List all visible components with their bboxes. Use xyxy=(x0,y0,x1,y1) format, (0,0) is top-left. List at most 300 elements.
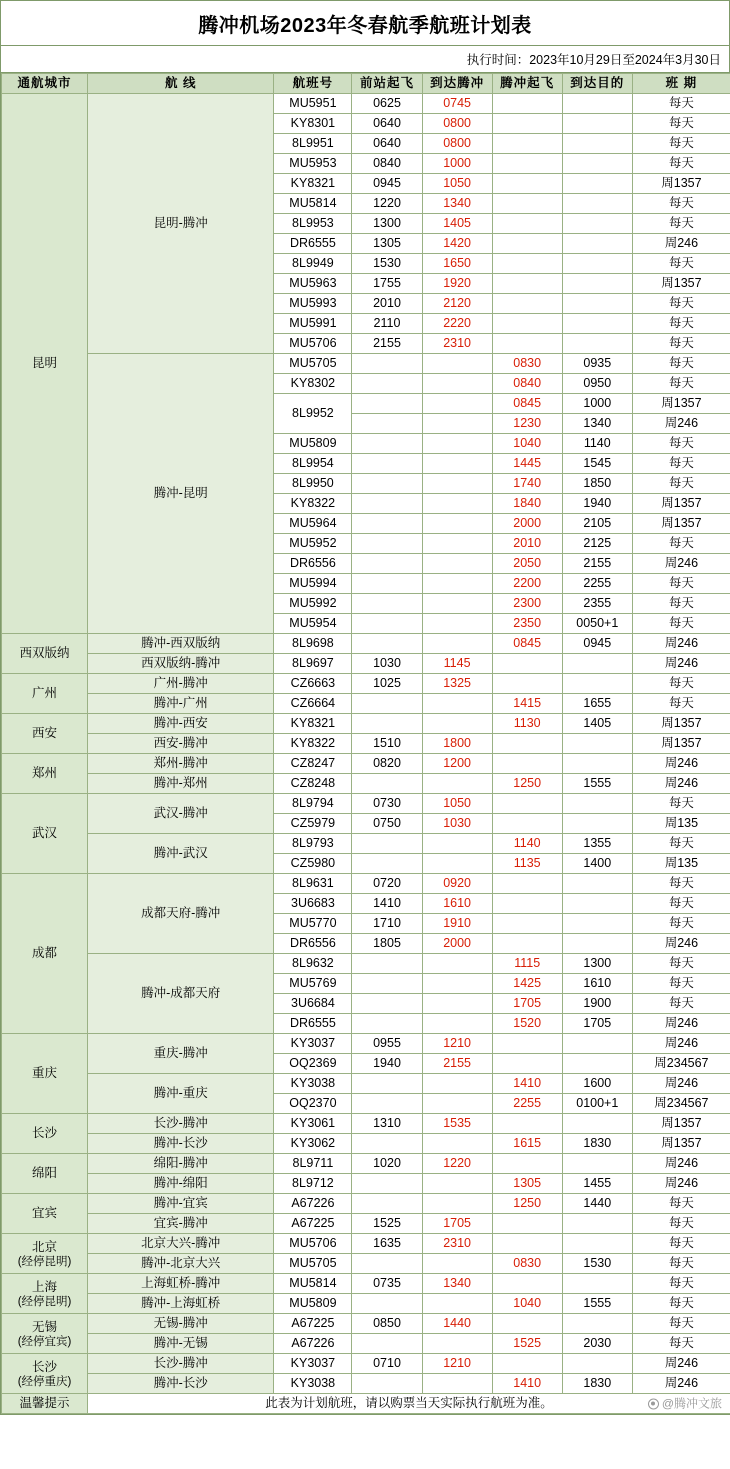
depart-tengchong-time xyxy=(492,1234,562,1254)
footer-row xyxy=(2,1394,730,1414)
arrive-destination-time xyxy=(562,1314,632,1334)
arrive-destination-time: 1850 xyxy=(562,474,632,494)
arrive-destination-time xyxy=(562,874,632,894)
arrive-tengchong-time: 0745 xyxy=(422,94,492,114)
city-note: (经停重庆) xyxy=(17,1375,72,1388)
schedule-days: 每天 xyxy=(632,1254,730,1274)
flight-number: MU5706 xyxy=(274,1234,352,1254)
arrive-destination-time: 2155 xyxy=(562,554,632,574)
arrive-destination-time xyxy=(562,234,632,254)
arrive-tengchong-time xyxy=(422,714,492,734)
arrive-destination-time: 1000 xyxy=(562,394,632,414)
arrive-tengchong-time xyxy=(422,1254,492,1274)
depart-tengchong-time xyxy=(492,674,562,694)
flight-number: CZ5980 xyxy=(274,854,352,874)
schedule-days: 周1357 xyxy=(632,274,730,294)
prev-departure-time: 1025 xyxy=(352,674,422,694)
arrive-destination-time xyxy=(562,294,632,314)
schedule-days: 每天 xyxy=(632,534,730,554)
flight-number: MU5992 xyxy=(274,594,352,614)
city-cell xyxy=(2,714,88,754)
city-cell xyxy=(2,1354,88,1394)
depart-tengchong-time: 1525 xyxy=(492,1334,562,1354)
route-cell: 腾冲-上海虹桥 xyxy=(88,1294,274,1314)
depart-tengchong-time: 1230 xyxy=(492,414,562,434)
schedule-days: 每天 xyxy=(632,834,730,854)
flight-number: KY8322 xyxy=(274,494,352,514)
table-row xyxy=(2,1334,730,1354)
arrive-destination-time xyxy=(562,194,632,214)
prev-departure-time xyxy=(352,534,422,554)
col-flight-no: 航班号 xyxy=(274,74,352,94)
route-cell: 腾冲-西双版纳 xyxy=(88,634,274,654)
arrive-destination-time xyxy=(562,1114,632,1134)
city-name: 无锡 xyxy=(32,1319,58,1334)
flight-number: MU5994 xyxy=(274,574,352,594)
prev-departure-time: 1410 xyxy=(352,894,422,914)
arrive-tengchong-time: 1210 xyxy=(422,1354,492,1374)
prev-departure-time: 0640 xyxy=(352,134,422,154)
prev-departure-time xyxy=(352,414,422,434)
prev-departure-time xyxy=(352,1134,422,1154)
city-note: (经停昆明) xyxy=(17,1295,72,1308)
city-cell xyxy=(2,1234,88,1274)
schedule-days: 周234567 xyxy=(632,1094,730,1114)
depart-tengchong-time xyxy=(492,254,562,274)
col-prev-departure: 前站起飞 xyxy=(352,74,422,94)
arrive-tengchong-time xyxy=(422,774,492,794)
table-row xyxy=(2,954,730,974)
arrive-tengchong-time xyxy=(422,594,492,614)
table-row xyxy=(2,714,730,734)
flight-number: DR6555 xyxy=(274,1014,352,1034)
arrive-tengchong-time xyxy=(422,454,492,474)
arrive-tengchong-time xyxy=(422,1294,492,1314)
prev-departure-time: 1030 xyxy=(352,654,422,674)
schedule-days: 每天 xyxy=(632,674,730,694)
schedule-days: 周246 xyxy=(632,234,730,254)
flight-number: 8L9697 xyxy=(274,654,352,674)
arrive-destination-time: 1400 xyxy=(562,854,632,874)
schedule-days: 每天 xyxy=(632,154,730,174)
col-schedule: 班 期 xyxy=(632,74,730,94)
flight-number: KY3037 xyxy=(274,1034,352,1054)
prev-departure-time xyxy=(352,394,422,414)
footer-note xyxy=(88,1394,730,1414)
arrive-tengchong-time xyxy=(422,994,492,1014)
flight-number: 8L9952 xyxy=(274,394,352,434)
arrive-tengchong-time: 1220 xyxy=(422,1154,492,1174)
route-cell: 腾冲-无锡 xyxy=(88,1334,274,1354)
arrive-tengchong-time: 1535 xyxy=(422,1114,492,1134)
route-cell: 腾冲-重庆 xyxy=(88,1074,274,1114)
prev-departure-time: 1805 xyxy=(352,934,422,954)
arrive-destination-time xyxy=(562,334,632,354)
depart-tengchong-time: 1135 xyxy=(492,854,562,874)
table-row xyxy=(2,834,730,854)
flight-number: MU5809 xyxy=(274,434,352,454)
schedule-days: 周246 xyxy=(632,1174,730,1194)
schedule-days: 周246 xyxy=(632,1154,730,1174)
schedule-days: 每天 xyxy=(632,134,730,154)
schedule-days: 周1357 xyxy=(632,394,730,414)
prev-departure-time: 0750 xyxy=(352,814,422,834)
depart-tengchong-time: 1250 xyxy=(492,774,562,794)
city-name: 绵阳 xyxy=(32,1166,58,1180)
prev-departure-time: 1940 xyxy=(352,1054,422,1074)
prev-departure-time xyxy=(352,1074,422,1094)
route-cell: 重庆-腾冲 xyxy=(88,1034,274,1074)
route-cell: 武汉-腾冲 xyxy=(88,794,274,834)
arrive-destination-time: 1140 xyxy=(562,434,632,454)
depart-tengchong-time xyxy=(492,794,562,814)
arrive-tengchong-time xyxy=(422,834,492,854)
depart-tengchong-time xyxy=(492,934,562,954)
prev-departure-time: 0735 xyxy=(352,1274,422,1294)
route-cell: 腾冲-长沙 xyxy=(88,1374,274,1394)
city-name: 郑州 xyxy=(32,766,58,780)
flight-number: DR6556 xyxy=(274,554,352,574)
table-row xyxy=(2,1234,730,1254)
prev-departure-time xyxy=(352,1194,422,1214)
arrive-tengchong-time: 1340 xyxy=(422,194,492,214)
flight-number: MU5991 xyxy=(274,314,352,334)
schedule-days: 周1357 xyxy=(632,1114,730,1134)
depart-tengchong-time: 1140 xyxy=(492,834,562,854)
table-row xyxy=(2,694,730,714)
arrive-tengchong-time: 0800 xyxy=(422,134,492,154)
schedule-days: 周246 xyxy=(632,934,730,954)
arrive-tengchong-time xyxy=(422,574,492,594)
arrive-destination-time: 1545 xyxy=(562,454,632,474)
flight-number: KY8302 xyxy=(274,374,352,394)
arrive-destination-time: 0950 xyxy=(562,374,632,394)
schedule-days: 每天 xyxy=(632,1234,730,1254)
flight-number: MU5964 xyxy=(274,514,352,534)
depart-tengchong-time: 0845 xyxy=(492,634,562,654)
table-row xyxy=(2,794,730,814)
route-cell: 腾冲-长沙 xyxy=(88,1134,274,1154)
flight-number: A67226 xyxy=(274,1194,352,1214)
schedule-days: 每天 xyxy=(632,694,730,714)
prev-departure-time: 1635 xyxy=(352,1234,422,1254)
depart-tengchong-time: 1615 xyxy=(492,1134,562,1154)
schedule-days: 每天 xyxy=(632,314,730,334)
footer-note-text: 此表为计划航班，请以购票当天实际执行航班为准。 xyxy=(265,1396,553,1410)
table-row xyxy=(2,774,730,794)
schedule-days: 每天 xyxy=(632,474,730,494)
prev-departure-time: 0820 xyxy=(352,754,422,774)
prev-departure-time xyxy=(352,374,422,394)
prev-departure-time xyxy=(352,1174,422,1194)
arrive-destination-time xyxy=(562,1034,632,1054)
table-row xyxy=(2,1034,730,1054)
prev-departure-time xyxy=(352,714,422,734)
arrive-destination-time: 1600 xyxy=(562,1074,632,1094)
flight-number: MU5705 xyxy=(274,354,352,374)
schedule-days: 每天 xyxy=(632,1214,730,1234)
schedule-days: 每天 xyxy=(632,594,730,614)
schedule-days: 周246 xyxy=(632,1074,730,1094)
city-cell xyxy=(2,874,88,1034)
schedule-days: 每天 xyxy=(632,374,730,394)
flight-number: 8L9951 xyxy=(274,134,352,154)
prev-departure-time xyxy=(352,474,422,494)
depart-tengchong-time: 2010 xyxy=(492,534,562,554)
flight-number: MU5951 xyxy=(274,94,352,114)
route-cell: 无锡-腾冲 xyxy=(88,1314,274,1334)
arrive-tengchong-time: 1200 xyxy=(422,754,492,774)
prev-departure-time xyxy=(352,594,422,614)
flight-number: 8L9954 xyxy=(274,454,352,474)
table-row xyxy=(2,674,730,694)
flight-number: KY8321 xyxy=(274,174,352,194)
arrive-destination-time xyxy=(562,1154,632,1174)
arrive-tengchong-time: 1340 xyxy=(422,1274,492,1294)
depart-tengchong-time: 0840 xyxy=(492,374,562,394)
city-name: 长沙 xyxy=(32,1126,58,1140)
route-cell: 腾冲-昆明 xyxy=(88,354,274,634)
arrive-tengchong-time xyxy=(422,1074,492,1094)
flight-number: 3U6684 xyxy=(274,994,352,1014)
col-depart-tengchong: 腾冲起飞 xyxy=(492,74,562,94)
schedule-days: 每天 xyxy=(632,254,730,274)
schedule-days: 每天 xyxy=(632,914,730,934)
arrive-destination-time xyxy=(562,134,632,154)
depart-tengchong-time xyxy=(492,894,562,914)
flight-number: KY3038 xyxy=(274,1074,352,1094)
arrive-tengchong-time: 2120 xyxy=(422,294,492,314)
city-name: 西双版纳 xyxy=(19,646,70,660)
prev-departure-time: 2010 xyxy=(352,294,422,314)
prev-departure-time: 0710 xyxy=(352,1354,422,1374)
arrive-destination-time xyxy=(562,274,632,294)
page-title: 腾冲机场2023年冬春航季航班计划表 xyxy=(1,1,729,46)
flight-number: 8L9711 xyxy=(274,1154,352,1174)
depart-tengchong-time: 1520 xyxy=(492,1014,562,1034)
arrive-tengchong-time xyxy=(422,434,492,454)
flight-table xyxy=(1,73,730,1414)
city-name: 广州 xyxy=(32,686,58,700)
arrive-destination-time: 2105 xyxy=(562,514,632,534)
arrive-tengchong-time xyxy=(422,494,492,514)
depart-tengchong-time: 1130 xyxy=(492,714,562,734)
depart-tengchong-time: 0845 xyxy=(492,394,562,414)
schedule-days: 每天 xyxy=(632,1294,730,1314)
flight-number: MU5769 xyxy=(274,974,352,994)
arrive-destination-time: 1900 xyxy=(562,994,632,1014)
arrive-destination-time: 1455 xyxy=(562,1174,632,1194)
arrive-destination-time: 0100+1 xyxy=(562,1094,632,1114)
depart-tengchong-time: 2255 xyxy=(492,1094,562,1114)
arrive-destination-time xyxy=(562,654,632,674)
flight-number: KY3038 xyxy=(274,1374,352,1394)
table-row xyxy=(2,1174,730,1194)
prev-departure-time xyxy=(352,434,422,454)
depart-tengchong-time: 1040 xyxy=(492,1294,562,1314)
route-cell: 西安-腾冲 xyxy=(88,734,274,754)
route-cell: 广州-腾冲 xyxy=(88,674,274,694)
schedule-days: 每天 xyxy=(632,114,730,134)
arrive-destination-time xyxy=(562,814,632,834)
arrive-tengchong-time: 1910 xyxy=(422,914,492,934)
depart-tengchong-time: 1410 xyxy=(492,1374,562,1394)
flight-number: 8L9953 xyxy=(274,214,352,234)
depart-tengchong-time: 2000 xyxy=(492,514,562,534)
city-cell xyxy=(2,1314,88,1354)
depart-tengchong-time xyxy=(492,294,562,314)
flight-number: 8L9632 xyxy=(274,954,352,974)
depart-tengchong-time xyxy=(492,1314,562,1334)
flight-number: MU5705 xyxy=(274,1254,352,1274)
arrive-tengchong-time: 2220 xyxy=(422,314,492,334)
flight-number: A67225 xyxy=(274,1314,352,1334)
table-body xyxy=(2,94,730,1394)
effective-period: 执行时间：2023年10月29日至2024年3月30日 xyxy=(1,46,729,73)
flight-number: CZ8248 xyxy=(274,774,352,794)
schedule-days: 每天 xyxy=(632,334,730,354)
city-cell xyxy=(2,674,88,714)
prev-departure-time: 1530 xyxy=(352,254,422,274)
flight-number: A67226 xyxy=(274,1334,352,1354)
schedule-days: 周135 xyxy=(632,814,730,834)
schedule-days: 周1357 xyxy=(632,514,730,534)
arrive-tengchong-time: 2155 xyxy=(422,1054,492,1074)
depart-tengchong-time xyxy=(492,1154,562,1174)
arrive-tengchong-time xyxy=(422,514,492,534)
prev-departure-time: 0945 xyxy=(352,174,422,194)
depart-tengchong-time xyxy=(492,1354,562,1374)
arrive-destination-time: 1530 xyxy=(562,1254,632,1274)
depart-tengchong-time xyxy=(492,1114,562,1134)
prev-departure-time xyxy=(352,834,422,854)
arrive-destination-time xyxy=(562,1054,632,1074)
route-cell: 昆明-腾冲 xyxy=(88,94,274,354)
prev-departure-time: 0640 xyxy=(352,114,422,134)
table-row xyxy=(2,1374,730,1394)
table-row xyxy=(2,1074,730,1094)
col-arrive-tengchong: 到达腾冲 xyxy=(422,74,492,94)
arrive-destination-time: 1830 xyxy=(562,1134,632,1154)
arrive-tengchong-time: 1650 xyxy=(422,254,492,274)
city-cell xyxy=(2,1194,88,1234)
depart-tengchong-time xyxy=(492,1214,562,1234)
depart-tengchong-time: 2350 xyxy=(492,614,562,634)
schedule-days: 周246 xyxy=(632,414,730,434)
prev-departure-time xyxy=(352,1254,422,1274)
route-cell: 上海虹桥-腾冲 xyxy=(88,1274,274,1294)
arrive-destination-time xyxy=(562,1234,632,1254)
prev-departure-time: 0840 xyxy=(352,154,422,174)
depart-tengchong-time: 1840 xyxy=(492,494,562,514)
table-row xyxy=(2,1134,730,1154)
depart-tengchong-time xyxy=(492,1054,562,1074)
prev-departure-time xyxy=(352,994,422,1014)
flight-number: DR6555 xyxy=(274,234,352,254)
city-note: (经停宜宾) xyxy=(17,1335,72,1348)
prev-departure-time xyxy=(352,494,422,514)
flight-number: MU5814 xyxy=(274,194,352,214)
flight-number: CZ6663 xyxy=(274,674,352,694)
flight-number: OQ2370 xyxy=(274,1094,352,1114)
arrive-tengchong-time: 1705 xyxy=(422,1214,492,1234)
prev-departure-time: 1020 xyxy=(352,1154,422,1174)
flight-number: MU5952 xyxy=(274,534,352,554)
arrive-tengchong-time: 1405 xyxy=(422,214,492,234)
arrive-destination-time: 1940 xyxy=(562,494,632,514)
arrive-tengchong-time: 1145 xyxy=(422,654,492,674)
route-cell: 长沙-腾冲 xyxy=(88,1114,274,1134)
schedule-days: 每天 xyxy=(632,994,730,1014)
schedule-days: 周1357 xyxy=(632,1134,730,1154)
table-row xyxy=(2,754,730,774)
route-cell: 腾冲-西安 xyxy=(88,714,274,734)
arrive-tengchong-time xyxy=(422,354,492,374)
prev-departure-time xyxy=(352,954,422,974)
schedule-days: 每天 xyxy=(632,954,730,974)
schedule-days: 每天 xyxy=(632,1334,730,1354)
flight-number: MU5993 xyxy=(274,294,352,314)
flight-number: 8L9793 xyxy=(274,834,352,854)
route-cell: 腾冲-郑州 xyxy=(88,774,274,794)
arrive-tengchong-time xyxy=(422,1094,492,1114)
arrive-destination-time xyxy=(562,894,632,914)
schedule-days: 每天 xyxy=(632,294,730,314)
arrive-destination-time xyxy=(562,934,632,954)
prev-departure-time xyxy=(352,774,422,794)
arrive-tengchong-time xyxy=(422,694,492,714)
arrive-destination-time: 1355 xyxy=(562,834,632,854)
arrive-tengchong-time: 1030 xyxy=(422,814,492,834)
city-cell xyxy=(2,1274,88,1314)
flight-number: MU5963 xyxy=(274,274,352,294)
depart-tengchong-time xyxy=(492,734,562,754)
prev-departure-time: 2110 xyxy=(352,314,422,334)
arrive-tengchong-time xyxy=(422,954,492,974)
arrive-tengchong-time xyxy=(422,1134,492,1154)
arrive-tengchong-time xyxy=(422,374,492,394)
depart-tengchong-time xyxy=(492,814,562,834)
flight-number: KY3037 xyxy=(274,1354,352,1374)
route-cell: 郑州-腾冲 xyxy=(88,754,274,774)
flight-number: CZ5979 xyxy=(274,814,352,834)
depart-tengchong-time xyxy=(492,114,562,134)
arrive-destination-time xyxy=(562,154,632,174)
flight-number: 8L9698 xyxy=(274,634,352,654)
city-cell xyxy=(2,1114,88,1154)
col-city: 通航城市 xyxy=(2,74,88,94)
watermark xyxy=(648,1395,722,1412)
schedule-days: 周246 xyxy=(632,1034,730,1054)
arrive-tengchong-time: 1325 xyxy=(422,674,492,694)
prev-departure-time: 1710 xyxy=(352,914,422,934)
depart-tengchong-time xyxy=(492,234,562,254)
arrive-tengchong-time xyxy=(422,554,492,574)
flight-number: CZ8247 xyxy=(274,754,352,774)
depart-tengchong-time: 1705 xyxy=(492,994,562,1014)
city-name: 成都 xyxy=(32,946,58,960)
prev-departure-time: 0625 xyxy=(352,94,422,114)
prev-departure-time xyxy=(352,574,422,594)
city-name: 长沙 xyxy=(32,1359,58,1374)
prev-departure-time: 1310 xyxy=(352,1114,422,1134)
arrive-destination-time: 1300 xyxy=(562,954,632,974)
arrive-tengchong-time: 1050 xyxy=(422,174,492,194)
depart-tengchong-time: 0830 xyxy=(492,354,562,374)
schedule-days: 每天 xyxy=(632,214,730,234)
arrive-destination-time: 1655 xyxy=(562,694,632,714)
route-cell: 腾冲-北京大兴 xyxy=(88,1254,274,1274)
